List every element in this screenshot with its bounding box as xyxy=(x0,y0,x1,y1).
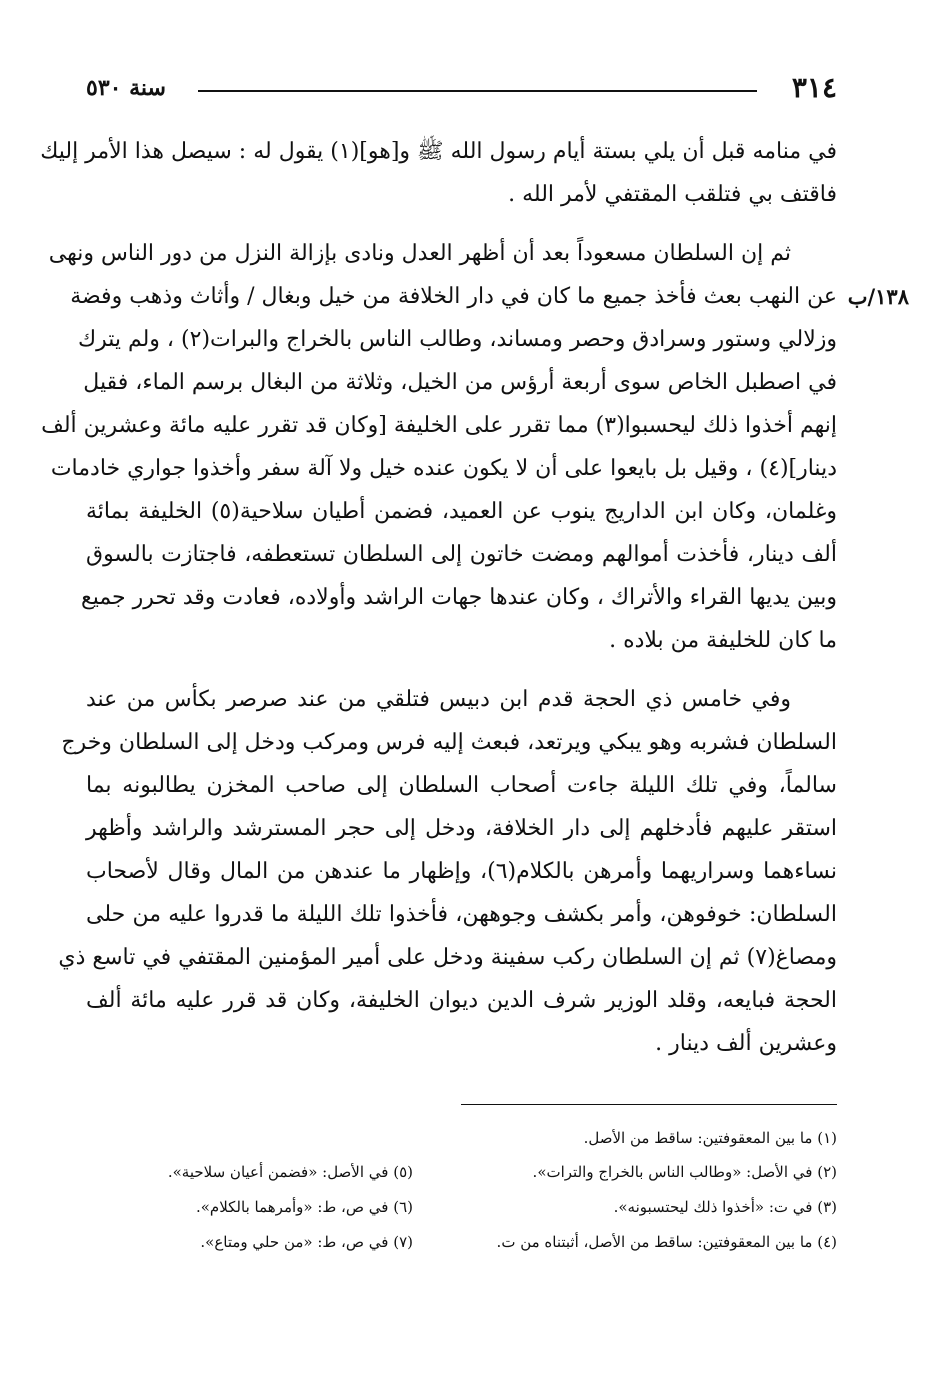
text-line: ألف دينار، فأخذت أموالهم ومضت خاتون إلى السلطان تستعطفه، فاجتازت بالسوق xyxy=(86,542,837,567)
text-line: سالماً، وفي تلك الليلة جاءت أصحاب السلطان إلى صاحب المخزن يطالبونه بما xyxy=(86,773,837,798)
text-line: ومصاغ(٧) ثم إن السلطان ركب سفينة ودخل على أمير المؤمنين المقتفي في تاسع ذي xyxy=(58,945,837,970)
page-number: ٣١٤ xyxy=(791,71,837,104)
text-line: ما كان للخليفة من بلاده . xyxy=(609,628,837,653)
text-line: السلطان فشربه وهو يبكي ويرتعد، فبعث إليه فرس ومركب ودخل إلى السلطان وخرج xyxy=(61,730,837,755)
page-header xyxy=(86,66,837,110)
footnote-separator xyxy=(461,1104,837,1105)
paragraph-2 xyxy=(41,232,909,662)
text-line: وغلمان، وكان ابن الداريج ينوب عن العميد، فضمن أطيان سلاحية(٥) الخليفة بمائة xyxy=(86,499,837,524)
footnote-2: (٢) في الأصل: «وطالب الناس بالخراج والترات». xyxy=(532,1163,837,1181)
text-line: إنهم أخذوا ذلك ليحسبوا(٣) مما تقرر على الخليفة [وكان قد تقرر عليه مائة وعشرين ألف xyxy=(41,413,837,438)
header-rule xyxy=(198,90,757,92)
text-line: الحجة فبايعه، وقلد الوزير شرف الدين ديوان الخليفة، وكان قد قرر عليه مائة ألف xyxy=(86,988,837,1013)
main-text xyxy=(40,130,909,1081)
text-line: دينار](٤) ، وقيل بل بايعوا على أن لا يكون عنده خيل ولا آلة سفر وأخذوا جواري خادمات xyxy=(50,456,837,481)
text-line: في اصطبل الخاص سوى أربعة أرؤس من الخيل، وثلاثة من البغال برسم الماء، فقيل xyxy=(83,370,837,395)
margin-folio-note: ١٣٨/ب xyxy=(847,284,909,309)
text-line: وزلالي وستور وسرادق وحصر ومساند، وطالب الناس بالخراج والبرات(٢) ، ولم يترك xyxy=(77,327,837,352)
footnote-4: (٤) ما بين المعقوفتين: ساقط من الأصل، أثبتناه من ت. xyxy=(496,1233,837,1251)
text-line: السلطان: خوفوهن، وأمر بكشف وجوههن، فأخذوا تلك الليلة ما قدروا عليه من حلى xyxy=(86,902,837,927)
text-line: نساءهما وسراريهما وأمرهن بالكلام(٦)، وإظهار ما عندهن من المال وقال لأصحاب xyxy=(86,859,837,884)
footnote-5: (٥) في الأصل: «فضمن أعيان سلاحية». xyxy=(167,1163,413,1181)
text-line-with-margin-note xyxy=(70,275,909,318)
text-line: فاقتف بي فتلقب المقتفي لأمر الله . xyxy=(508,182,837,207)
text-line: عن النهب بعث فأخذ جميع ما كان في دار الخلافة من خيل وبغال / وأثاث وذهب وفضة xyxy=(70,284,837,309)
text-line: استقر عليهم فأدخلهم إلى دار الخلافة، ودخل إلى حجر المسترشد والراشد وأظهر xyxy=(86,816,837,841)
paragraph-1 xyxy=(40,130,837,216)
footnote-7: (٧) في ص، ط: «من حلي ومتاع». xyxy=(200,1233,413,1251)
text-line: ثم إن السلطان مسعوداً بعد أن أظهر العدل ونادى بإزالة النزل من دور الناس ونهى xyxy=(48,241,791,266)
text-line: وفي خامس ذي الحجة قدم ابن دبيس فتلقي من عند صرصر بكأس من عند xyxy=(86,687,791,712)
text-line: وبين يديها القراء والأتراك ، وكان عندها جهات الراشد وأولاده، فعادت وقد تحرر جميع xyxy=(80,585,837,610)
paragraph-3 xyxy=(58,678,837,1065)
year-label: سنة ٥٣٠ xyxy=(86,75,166,101)
text-line: في منامه قبل أن يلي بستة أيام رسول الله ﷺ و[هو](١) يقول له : سيصل هذا الأمر إليك xyxy=(40,139,837,164)
footnote-1: (١) ما بين المعقوفتين: ساقط من الأصل. xyxy=(583,1129,837,1147)
text-line: وعشرين ألف دينار . xyxy=(655,1031,837,1056)
footnote-3: (٣) في ت: «أخذوا ذلك ليحتسبونه». xyxy=(613,1198,837,1216)
footnote-6: (٦) في ص، ط: «وأمرهما بالكلام». xyxy=(195,1198,413,1216)
